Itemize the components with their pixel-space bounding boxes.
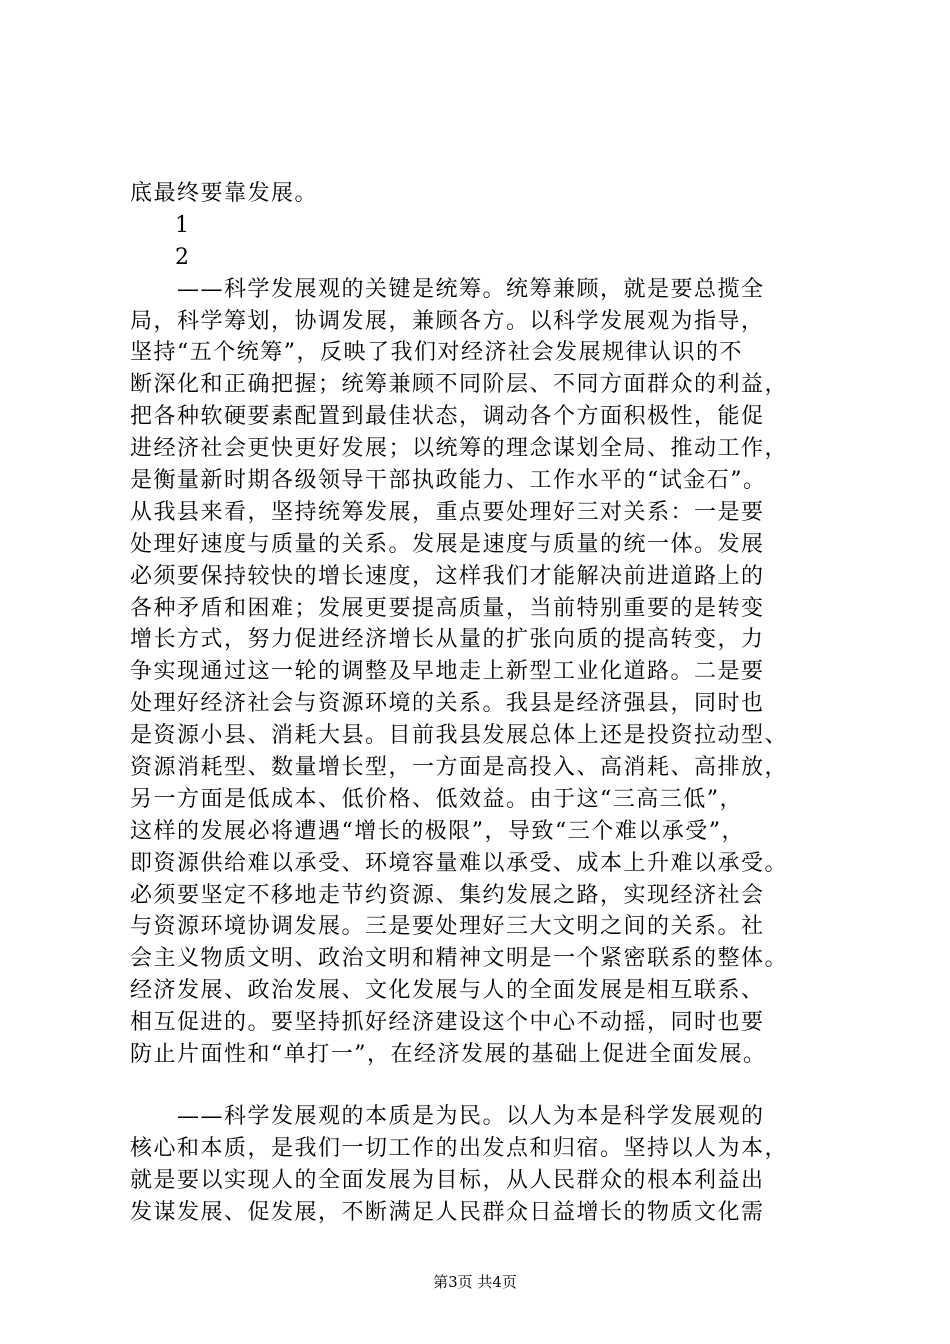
- text-line: 局，科学筹划，协调发展，兼顾各方。以科学发展观为指导，: [130, 308, 765, 334]
- document-body: [130, 178, 850, 1229]
- text-line: 经济发展、政治发展、文化发展与人的全面发展是相互联系、: [130, 978, 765, 1004]
- text-line: ——科学发展观的本质是为民。以人为本是科学发展观的: [130, 1103, 765, 1129]
- text-line: 会主义物质文明、政治文明和精神文明是一个紧密联系的整体。: [130, 946, 789, 972]
- text-line: 发谋发展、促发展，不断满足人民群众日益增长的物质文化需: [130, 1199, 765, 1225]
- text-line: 资源消耗型、数量增长型，一方面是高投入、高消耗、高排放，: [130, 755, 789, 781]
- paragraph-people: [130, 1101, 850, 1229]
- number-line: 1: [175, 212, 191, 238]
- text-line: 底最终要靠发展。: [130, 181, 319, 206]
- paragraph-gap: [130, 1071, 850, 1101]
- text-line: 必须要保持较快的增长速度，这样我们才能解决前进道路上的: [130, 563, 765, 589]
- paragraph-coordination: [130, 274, 850, 1071]
- text-line: 处理好经济社会与资源环境的关系。我县是经济强县，同时也: [130, 691, 765, 717]
- text-line: 处理好速度与质量的关系。发展是速度与质量的统一体。发展: [130, 531, 765, 557]
- text-line: 另一方面是低成本、低价格、低效益。由于这“三高三低”，: [130, 786, 743, 812]
- text-line: 是衡量新时期各级领导干部执政能力、工作水平的“试金石”。: [130, 468, 767, 494]
- number-line: 2: [175, 244, 191, 270]
- text-line: ——科学发展观的关键是统筹。统筹兼顾，就是要总揽全: [130, 276, 765, 302]
- text-line: 从我县来看，坚持统筹发展，重点要处理好三对关系：一是要: [130, 499, 765, 525]
- text-line: 防止片面性和“单打一”，在经济发展的基础上促进全面发展。: [130, 1042, 767, 1068]
- text-line: 各种矛盾和困难；发展更要提高质量，当前特别重要的是转变: [130, 595, 765, 621]
- text-line: 这样的发展必将遭遇“增长的极限”，导致“三个难以承受”，: [130, 818, 745, 844]
- text-line: 与资源环境协调发展。三是要处理好三大文明之间的关系。社: [130, 914, 765, 940]
- text-line: 必须要坚定不移地走节约资源、集约发展之路，实现经济社会: [130, 882, 765, 908]
- text-line: 增长方式，努力促进经济增长从量的扩张向质的提高转变，力: [130, 627, 765, 653]
- text-line: 是资源小县、消耗大县。目前我县发展总体上还是投资拉动型、: [130, 723, 789, 749]
- text-line: 断深化和正确把握；统筹兼顾不同阶层、不同方面群众的利益，: [130, 372, 789, 398]
- text-line: 即资源供给难以承受、环境容量难以承受、成本上升难以承受。: [130, 850, 789, 876]
- text-line: 就是要以实现人的全面发展为目标，从人民群众的根本利益出: [130, 1167, 765, 1193]
- text-line: 核心和本质，是我们一切工作的出发点和归宿。坚持以人为本，: [130, 1135, 789, 1161]
- text-line: 争实现通过这一轮的调整及早地走上新型工业化道路。二是要: [130, 659, 765, 685]
- text-line: 坚持“五个统筹”，反映了我们对经济社会发展规律认识的不: [130, 340, 743, 366]
- text-line: 把各种软硬要素配置到最佳状态，调动各个方面积极性，能促: [130, 404, 765, 430]
- text-line: 进经济社会更快更好发展；以统筹的理念谋划全局、推动工作，: [130, 436, 789, 462]
- text-line: 相互促进的。要坚持抓好经济建设这个中心不动摇，同时也要: [130, 1010, 765, 1036]
- page-footer: 第3页 共4页: [433, 1273, 517, 1291]
